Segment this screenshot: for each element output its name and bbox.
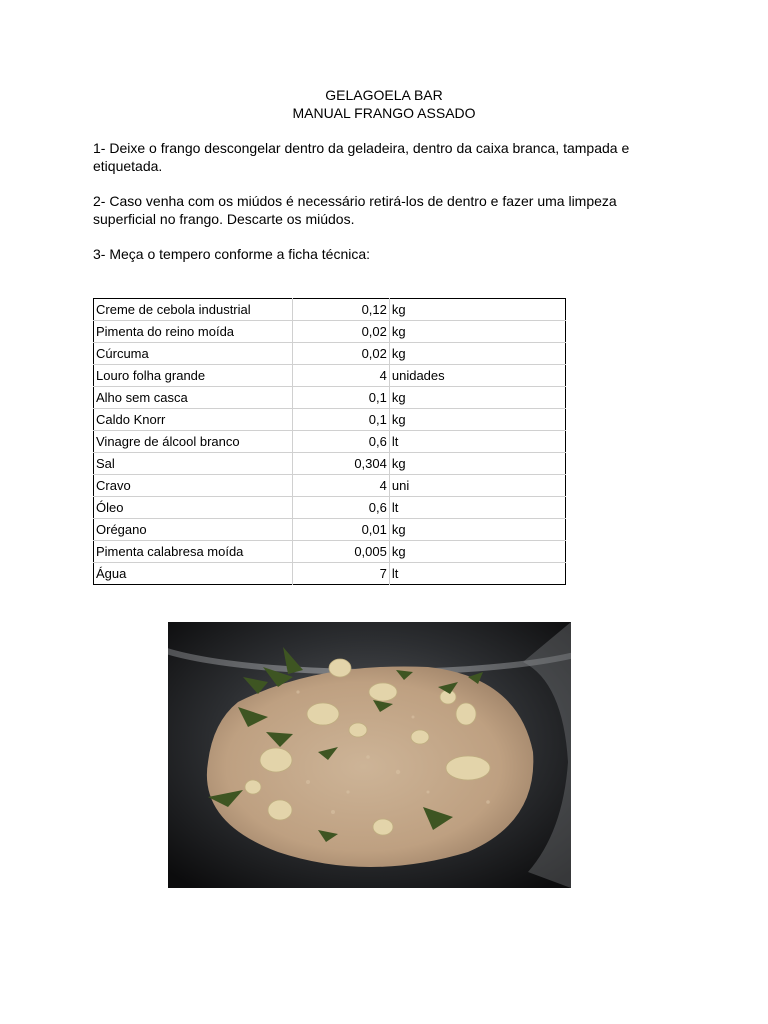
ingredient-name: Sal (94, 453, 293, 475)
ingredient-name: Água (94, 563, 293, 585)
ingredient-quantity: 0,304 (293, 453, 390, 475)
table-row (94, 475, 566, 497)
ingredient-quantity: 0,6 (293, 431, 390, 453)
ingredient-unit: kg (391, 302, 406, 317)
ingredient-name: Pimenta do reino moída (94, 321, 293, 343)
step-2: 2- Caso venha com os miúdos é necessário retirá-los de dentro e fazer uma limpeza superficial no frango. Descarte os miúdos. (93, 193, 617, 227)
ingredient-unit: kg (389, 343, 565, 365)
ingredient-quantity: 0,005 (293, 541, 390, 563)
seasoning-bowl-illustration (168, 622, 571, 888)
ingredient-unit: unidades (389, 365, 565, 387)
table-row (94, 519, 566, 541)
table-row (94, 299, 566, 321)
ingredient-unit: lt (389, 497, 565, 519)
step-3: 3- Meça o tempero conforme a ficha técnica: (93, 246, 371, 262)
ingredient-name: Cúrcuma (94, 343, 293, 365)
table-row (94, 453, 566, 475)
ingredient-quantity: 0,12 (293, 299, 390, 321)
ingredient-quantity: 7 (293, 563, 390, 585)
ingredient-name: Vinagre de álcool branco (94, 431, 293, 453)
ingredient-name: Louro folha grande (94, 365, 293, 387)
manual-title: MANUAL FRANGO ASSADO (292, 105, 476, 121)
ingredient-quantity: 0,6 (293, 497, 390, 519)
ingredient-name: Creme de cebola industrial (94, 299, 293, 321)
ingredient-unit: lt (389, 431, 565, 453)
step-1: 1- Deixe o frango descongelar dentro da geladeira, dentro da caixa branca, tampada e etiquetada. (93, 140, 630, 174)
ingredient-name: Pimenta calabresa moída (94, 541, 293, 563)
table-row (94, 321, 566, 343)
table-row (94, 365, 566, 387)
ingredient-quantity: 0,1 (293, 409, 390, 431)
ingredient-name: Caldo Knorr (94, 409, 293, 431)
table-row (94, 409, 566, 431)
document-header (0, 86, 768, 122)
ingredient-quantity: 0,02 (293, 321, 390, 343)
ingredient-quantity: 0,02 (293, 343, 390, 365)
ingredient-unit: kg (389, 453, 565, 475)
table-row (94, 387, 566, 409)
table-row (94, 343, 566, 365)
ingredient-name: Orégano (94, 519, 293, 541)
ingredient-quantity: 0,01 (293, 519, 390, 541)
ingredient-name: Óleo (94, 497, 293, 519)
ingredient-quantity: 4 (293, 365, 390, 387)
ingredient-unit: uni (389, 475, 565, 497)
table-row (94, 541, 566, 563)
bar-name: GELAGOELA BAR (325, 87, 443, 103)
table-row (94, 497, 566, 519)
ingredient-unit: kg (389, 409, 565, 431)
seasoning-bowl-photo (168, 622, 571, 888)
ingredient-quantity: 4 (293, 475, 390, 497)
ingredient-unit: lt (389, 563, 565, 585)
ingredient-unit: kg (389, 541, 565, 563)
ingredient-unit: kg (389, 519, 565, 541)
ingredient-name: Alho sem casca (94, 387, 293, 409)
ingredient-quantity: 0,1 (293, 387, 390, 409)
ficha-tecnica-table (93, 298, 566, 585)
ingredient-name: Cravo (94, 475, 293, 497)
ingredient-unit: kg (389, 387, 565, 409)
table-row (94, 563, 566, 585)
ingredient-unit: kg (389, 321, 565, 343)
table-row (94, 431, 566, 453)
